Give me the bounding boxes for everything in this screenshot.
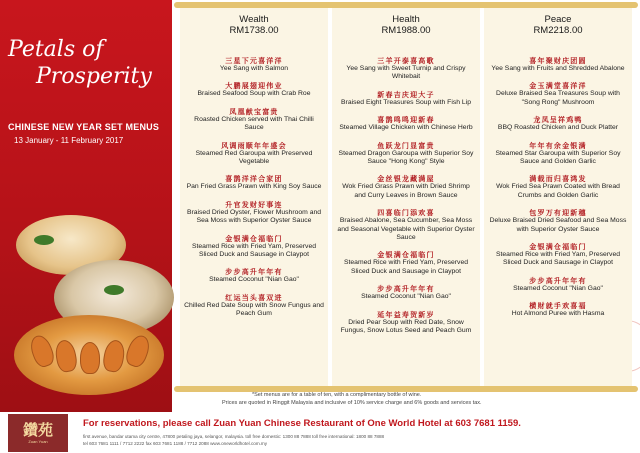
menu-price: RM1988.00: [381, 25, 431, 36]
course-name-en: Steamed Rice with Fried Yam, Preserved Sliced Duck and Sausage in Claypot: [495, 251, 621, 267]
course-name-cn: 包罗万有迎新穗: [529, 208, 587, 218]
course-list: [488, 56, 628, 327]
promo-title-line2: Prosperity: [36, 64, 152, 89]
course-name-en: Steamed Coconut "Nian Gao": [209, 276, 299, 284]
menu-price: RM2218.00: [533, 25, 583, 36]
course-name-en: Yee Sang with Fruits and Shredded Abalone: [491, 65, 625, 72]
course-name-en: Steamed Coconut "Nian Gao": [513, 284, 603, 292]
course-item: [488, 208, 628, 234]
course-name-cn: 金银满仓福临门: [225, 233, 283, 243]
menu-scroll-health: [332, 4, 480, 390]
course-name-cn: 年年有余金银满: [529, 140, 587, 150]
course-item: [184, 234, 324, 260]
menu-name: Wealth: [239, 14, 269, 25]
course-name-en: Yee Sang with Salmon: [219, 65, 289, 72]
course-item: [488, 141, 628, 167]
promo-title-line1: Petals of: [8, 37, 104, 62]
course-item: [488, 81, 628, 107]
course-item: [184, 81, 324, 98]
scroll-rod: [478, 2, 638, 8]
promo-dates: 13 January - 11 February 2017: [14, 136, 124, 145]
course-item: [184, 56, 324, 73]
course-name-cn: 鱼跃龙门显富贵: [377, 140, 435, 150]
menu-scroll-wealth: [180, 4, 328, 390]
course-name-cn: 新春吉庆迎大子: [377, 89, 435, 99]
scroll-rod: [326, 2, 486, 8]
course-name-cn: 步步高升年年有: [529, 275, 587, 285]
course-name-cn: 升官发财好事连: [225, 199, 283, 209]
promo-title: [8, 36, 152, 90]
prawn-icon: [80, 342, 100, 374]
logo-subtitle: Zuan Yuan: [28, 439, 48, 444]
course-item: [336, 90, 476, 107]
food-image: [14, 175, 164, 390]
menu-scroll-peace: [484, 4, 632, 390]
course-item: [336, 250, 476, 276]
logo-glyph: 鑽苑: [22, 421, 53, 439]
set-menu-note: *Set menus are for a table of ten, with a complimentary bottle of wine.: [252, 392, 422, 398]
menu-header: [180, 14, 328, 36]
promo-panel: [0, 0, 172, 412]
pricing-note: Prices are quoted in Ringgit Malaysia and inclusive of 10% service charge and 6% goods and services tax.: [222, 400, 482, 406]
course-name-en: Hot Almond Puree with Hasma: [511, 310, 605, 318]
course-name-en: Dried Pear Soup with Red Date, Snow Fungus, Snow Lotus Seed and Peach Gum: [340, 318, 472, 335]
menu-price: RM1738.00: [229, 25, 279, 36]
course-item: [184, 293, 324, 319]
course-name-cn: 满载而归喜鸿发: [529, 174, 587, 184]
course-list: [336, 56, 476, 344]
course-name-en: Steamed Red Garoupa with Preserved Vegetable: [195, 149, 313, 166]
course-item: [488, 301, 628, 318]
course-item: [488, 242, 628, 268]
course-name-en: Steamed Rice with Fried Yam, Preserved Sliced Duck and Sausage in Claypot: [191, 242, 317, 259]
course-item: [336, 284, 476, 301]
course-item: [184, 200, 324, 226]
course-name-en: Steamed Village Chicken with Chinese Herb: [339, 124, 473, 132]
restaurant-logo: [8, 414, 68, 452]
course-item: [488, 56, 628, 73]
menu-name: Health: [392, 14, 420, 25]
course-name-en: Wok Fried Sea Prawn Coated with Bread Crumbs and Golden Garlic: [496, 183, 620, 199]
course-name-cn: 四喜临门添欢喜: [377, 208, 435, 218]
course-name-cn: 喜鹊鸣鸣迎新春: [377, 115, 435, 125]
menu-header: [484, 14, 632, 36]
course-item: [184, 174, 324, 191]
course-item: [336, 208, 476, 242]
course-item: [336, 56, 476, 82]
course-name-cn: 风调雨顺年年盛会: [221, 140, 287, 150]
course-name-en: Braised Seafood Soup with Crab Roe: [197, 90, 311, 98]
course-name-en: Yee Sang with Sweet Turnip and Crispy Whitebait: [346, 65, 466, 81]
scroll-rod: [478, 386, 638, 392]
course-name-cn: 三羊开泰喜高歌: [377, 56, 435, 65]
course-item: [184, 141, 324, 167]
course-item: [336, 115, 476, 132]
course-name-cn: 金银满仓福临门: [529, 242, 587, 252]
course-item: [488, 115, 628, 132]
scroll-rod: [174, 2, 334, 8]
course-name-cn: 金丝银龙藏满屋: [377, 174, 435, 184]
course-name-cn: 龙凤呈祥鸡鸭: [533, 115, 583, 125]
garnish-icon: [34, 235, 54, 245]
course-name-cn: 喜鹊洋洋合家团: [225, 174, 283, 184]
course-name-en: Wok Fried Grass Prawn with Dried Shrimp and Curry Leaves in Brown Sauce: [342, 183, 470, 199]
course-name-cn: 金玉满堂喜洋洋: [529, 81, 587, 91]
menu-header: [332, 14, 480, 36]
course-item: [336, 141, 476, 167]
course-name-cn: 步步高升年年有: [225, 267, 283, 277]
course-name-cn: 喜年聚财庆团圆: [529, 56, 587, 65]
course-name-en: Steamed Dragon Garoupa with Superior Soy Sauce "Hong Kong" Style: [338, 149, 474, 166]
course-name-cn: 三星下元喜洋洋: [225, 56, 283, 65]
course-item: [336, 174, 476, 200]
course-list: [184, 56, 324, 327]
menu-name: Peace: [544, 14, 572, 25]
course-name-en: Deluxe Braised Dried Seafood and Sea Moss with Superior Oyster Sauce: [489, 217, 627, 233]
footer: [0, 412, 640, 453]
course-item: [488, 174, 628, 200]
course-name-cn: 凤凰献宝富贵: [229, 106, 279, 116]
address-line-1: first avenue, bandar utama city centre, 47800 petaling jaya, selangor, malaysia. toll free domestic: 1300 88 7888 toll free international: 1800 88 7888: [83, 434, 385, 439]
address-line-2: tel 603 7681 1111 / 7712 2222 fax 603 7681 1188 / 7712 2088 www.oneworldhotel.com.my: [83, 441, 268, 446]
garnish-icon: [104, 285, 124, 295]
course-name-en: Deluxe Braised Sea Treasures Soup with "Song Rong" Mushroom: [496, 90, 620, 106]
course-name-en: Steamed Rice with Fried Yam, Preserved Sliced Duck and Sausage in Claypot: [343, 259, 469, 275]
reservation-text: For reservations, please call Zuan Yuan Chinese Restaurant of One World Hotel at 603 7681 1159.: [83, 418, 521, 429]
promo-subtitle: CHINESE NEW YEAR SET MENUS: [8, 122, 160, 132]
course-name-en: Steamed Coconut "Nian Gao": [361, 293, 451, 301]
course-name-en: Roasted Chicken served with Thai Chilli Sauce: [194, 115, 314, 132]
course-item: [336, 310, 476, 336]
course-name-cn: 横财就手欢喜福: [529, 301, 587, 311]
course-name-cn: 步步高升年年有: [377, 284, 435, 294]
course-name-en: BBQ Roasted Chicken and Duck Platter: [497, 124, 619, 132]
course-name-en: Chilled Red Date Soup with Snow Fungus and Peach Gum: [184, 301, 324, 318]
course-name-cn: 红运当头喜双进: [225, 292, 283, 302]
course-name-en: Braised Dried Oyster, Flower Mushroom and Sea Moss with Superior Oyster Sauce: [186, 208, 322, 225]
course-name-cn: 金银满仓福临门: [377, 250, 435, 260]
course-item: [488, 276, 628, 293]
course-item: [184, 267, 324, 284]
course-item: [184, 107, 324, 133]
course-name-en: Braised Eight Treasures Soup with Fish Lip: [341, 98, 471, 106]
course-name-en: Pan Fried Grass Prawn with King Soy Sauce: [186, 183, 322, 191]
course-name-cn: 大鹏展翅迎伟业: [225, 81, 283, 91]
course-name-en: Steamed Star Garoupa with Superior Soy Sauce and Golden Garlic: [495, 149, 621, 166]
course-name-cn: 延年益寿贺新岁: [377, 309, 435, 319]
course-name-en: Braised Abalone, Sea Cucumber, Sea Moss and Seasonal Vegetable with Superior Oyster Sauce: [337, 217, 475, 242]
